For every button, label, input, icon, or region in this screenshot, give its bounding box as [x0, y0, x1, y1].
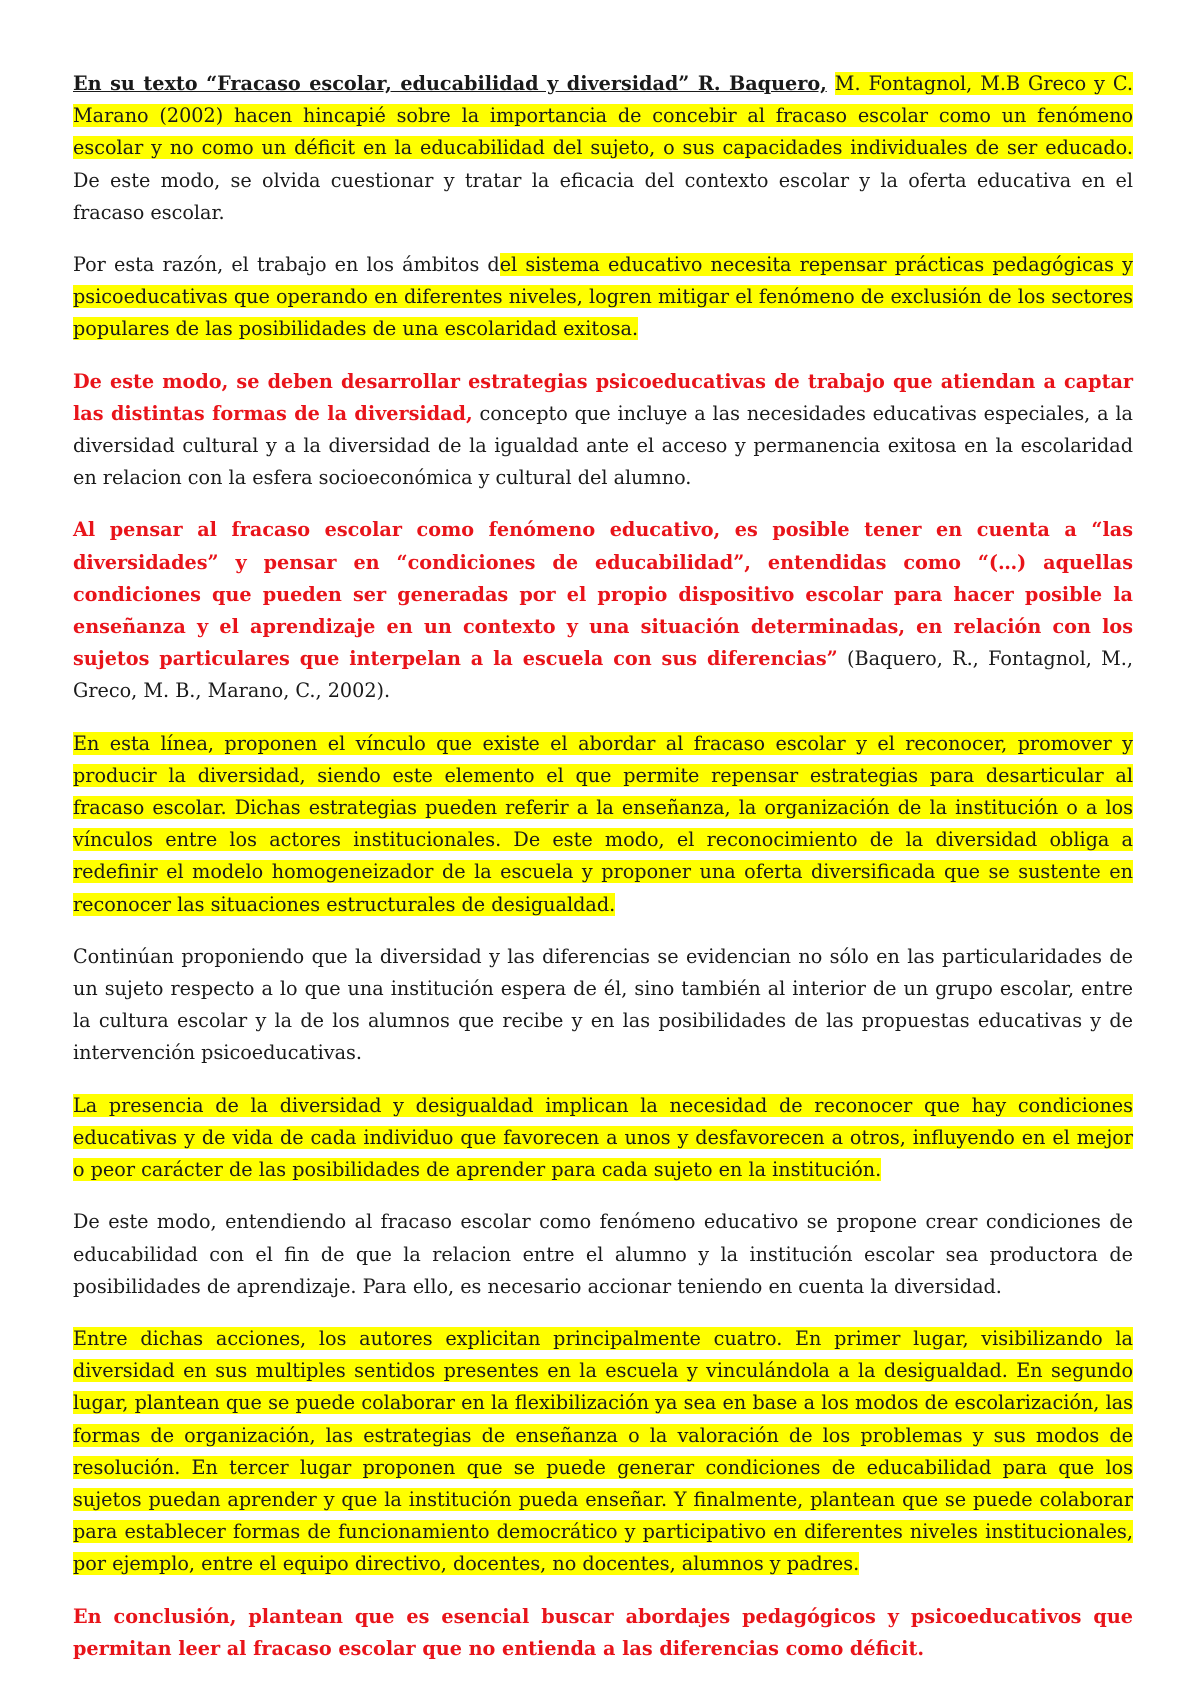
- paragraph-8: [73, 1206, 1133, 1303]
- conclusion-red-text: En conclusión, plantean que es esencial buscar abordajes pedagógicos y psicoeducativos que permitan leer al fracaso escolar que no entienda a las diferencias como déficit.: [73, 1604, 1133, 1660]
- highlighted-text: Entre dichas acciones, los autores explicitan principalmente cuatro. En primer lugar, visibilizando la diversidad en sus multiples sentidos presentes en la escuela y vinculándola a la desigualdad. En segundo lugar, plantean que se puede colaborar en la flexibilización ya sea en base a los modos de escolarización, las formas de organización, las estrategias de enseñanza o la valoración de los problemas y sus modos de resolución. En tercer lugar proponen que se puede generar condiciones de educabilidad para que los sujetos puedan aprender y que la institución pueda enseñar. Y finalmente, plantean que se puede colaborar para establecer formas de funcionamiento democrático y participativo en diferentes niveles institucionales, por ejemplo, entre el equipo directivo, docentes, no docentes, alumnos y padres.: [73, 1326, 1133, 1576]
- document-page: [73, 68, 1133, 1685]
- plain-text: Por esta razón, el trabajo en los ámbitos d: [73, 253, 500, 277]
- plain-text: De este modo, entendiendo al fracaso escolar como fenómeno educativo se propone crear condiciones de educabilidad con el fin de que la relacion entre el alumno y la institución escolar sea productora de posibilidades de aprendizaje. Para ello, es necesario accionar teniendo en cuenta la diversidad.: [73, 1210, 1133, 1298]
- plain-text: Continúan proponiendo que la diversidad y las diferencias se evidencian no sólo en las particularidades de un sujeto respecto a lo que una institución espera de él, sino también al interior de un grupo escolar, entre la cultura escolar y la de los alumnos que recibe y en las posibilidades de las propuestas educativas y de intervención psicoeducativas.: [73, 944, 1133, 1065]
- paragraph-4: [73, 514, 1133, 707]
- paragraph-7: [73, 1090, 1133, 1187]
- text-title-reference: En su texto “Fracaso escolar, educabilidad y diversidad” R. Baquero,: [73, 72, 827, 95]
- text-space: [827, 72, 835, 95]
- highlighted-text: En esta línea, proponen el vínculo que existe el abordar al fracaso escolar y el reconocer, promover y producir la diversidad, siendo este elemento el que permite repensar estrategias para desarticular al fracaso escolar. Dichas estrategias pueden referir a la enseñanza, la organización de la institución o a los vínculos entre los actores institucionales. De este modo, el reconocimiento de la diversidad obliga a redefinir el modelo homogeneizador de la escuela y proponer una oferta diversificada que se sustente en reconocer las situaciones estructurales de desigualdad.: [73, 731, 1133, 916]
- paragraph-1: [73, 68, 1133, 229]
- paragraph-6: [73, 941, 1133, 1070]
- plain-text: De este modo, se olvida cuestionar y tratar la eficacia del contexto escolar y la oferta educativa en el fracaso escolar.: [73, 168, 1133, 224]
- emphasis-red-text: Al pensar al fracaso escolar como fenómeno educativo, es posible tener en cuenta a “las diversidades” y pensar en “condiciones de educabilidad”, entendidas como “(…) aquellas condiciones que pueden ser generadas por el propio dispositivo escolar para hacer posible la enseñanza y el aprendizaje en un contexto y una situación determinadas, en relación con los sujetos particulares que interpelan a la escuela con sus diferencias”: [73, 518, 1133, 671]
- plain-text: concepto que incluye a las necesidades educativas especiales, a la diversidad cultural y a la diversidad de la igualdad ante el acceso y permanencia exitosa en la escolaridad en relacion con la esfera socioeconómica y cultural del alumno.: [73, 401, 1133, 490]
- highlighted-text: M. Fontagnol, M.B Greco y C. Marano (2002) hacen hincapié sobre la importancia de concebir al fracaso escolar como un fenómeno escolar y no como un déficit en la educabilidad del sujeto, o sus capacidades individuales de ser educado.: [73, 72, 1133, 160]
- paragraph-10: [73, 1601, 1133, 1665]
- emphasis-red-text: De este modo, se deben desarrollar estrategias psicoeducativas de trabajo que atiendan a captar las distintas formas de la diversidad,: [73, 369, 1133, 425]
- paragraph-3: [73, 366, 1133, 495]
- paragraph-2: [73, 249, 1133, 346]
- paragraph-9: [73, 1323, 1133, 1581]
- paragraph-5: [73, 728, 1133, 921]
- citation-text: (Baquero, R., Fontagnol, M., Greco, M. B., Marano, C., 2002).: [73, 647, 1134, 703]
- highlighted-text: La presencia de la diversidad y desigualdad implican la necesidad de reconocer que hay condiciones educativas y de vida de cada individuo que favorecen a unos y desfavorecen a otros, influyendo en el mejor o peor carácter de las posibilidades de aprender para cada sujeto en la institución.: [73, 1093, 1133, 1182]
- highlighted-text: el sistema educativo necesita repensar prácticas pedagógicas y psicoeducativas que operando en diferentes niveles, logren mitigar el fenómeno de exclusión de los sectores populares de las posibilidades de una escolaridad exitosa.: [73, 253, 1133, 341]
